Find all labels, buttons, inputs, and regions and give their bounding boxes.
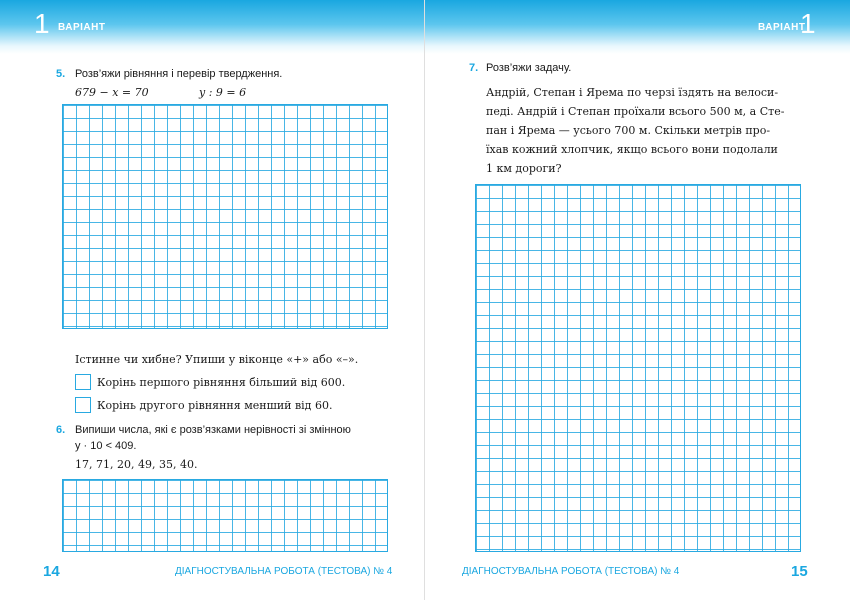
statement-2-checkbox[interactable] bbox=[75, 397, 91, 413]
task7-line-4: їхав кожний хлопчик, якщо всього вони подолали bbox=[486, 143, 778, 156]
task6-number: 6. bbox=[56, 424, 66, 436]
task6-line-1: Випиши числа, які є розв’язками нерівності зі змінною bbox=[75, 424, 351, 436]
task5-equation-2: y : 9 = 6 bbox=[199, 86, 247, 99]
left-variant-label: ВАРІАНТ bbox=[58, 22, 106, 33]
task6-numbers: 17, 71, 20, 49, 35, 40. bbox=[75, 458, 198, 471]
task7-line-3: пан і Ярема — усього 700 м. Скільки метрів про- bbox=[486, 124, 771, 137]
right-variant-label: ВАРІАНТ bbox=[758, 22, 806, 33]
right-page-number: 15 bbox=[791, 563, 808, 580]
right-page bbox=[425, 0, 850, 600]
task5-equation-1: 679 − x = 70 bbox=[75, 86, 149, 99]
task5-statement-2: Корінь другого рівняння менший від 60. bbox=[97, 399, 333, 412]
statement-1-checkbox[interactable] bbox=[75, 374, 91, 390]
task7-line-2: педі. Андрій і Степан проїхали всього 500 м, а Сте- bbox=[486, 105, 785, 118]
right-variant-number: 1 bbox=[800, 8, 816, 39]
task7-line-1: Андрій, Степан і Ярема по черзі їздять на велоси- bbox=[486, 86, 779, 99]
task7-title: Розв’яжи задачу. bbox=[486, 62, 572, 74]
task6-answer-grid[interactable] bbox=[62, 479, 388, 552]
task7-answer-grid[interactable] bbox=[475, 184, 801, 552]
task5-title: Розв’яжи рівняння і перевір твердження. bbox=[75, 68, 283, 80]
right-footer-title: ДІАГНОСТУВАЛЬНА РОБОТА (ТЕСТОВА) № 4 bbox=[462, 566, 680, 577]
left-variant-number: 1 bbox=[34, 8, 50, 39]
left-footer-title: ДІАГНОСТУВАЛЬНА РОБОТА (ТЕСТОВА) № 4 bbox=[175, 566, 393, 577]
task6-line-2: y · 10 < 409. bbox=[75, 440, 137, 452]
task5-statement-1: Корінь першого рівняння більший від 600. bbox=[97, 376, 346, 389]
left-page-number: 14 bbox=[43, 563, 60, 580]
task7-line-5: 1 км дороги? bbox=[486, 162, 562, 175]
task5-answer-grid[interactable] bbox=[62, 104, 388, 329]
task7-number: 7. bbox=[469, 62, 479, 74]
task5-number: 5. bbox=[56, 68, 66, 80]
task5-question: Істинне чи хибне? Упиши у віконце «+» або «–». bbox=[75, 353, 359, 366]
